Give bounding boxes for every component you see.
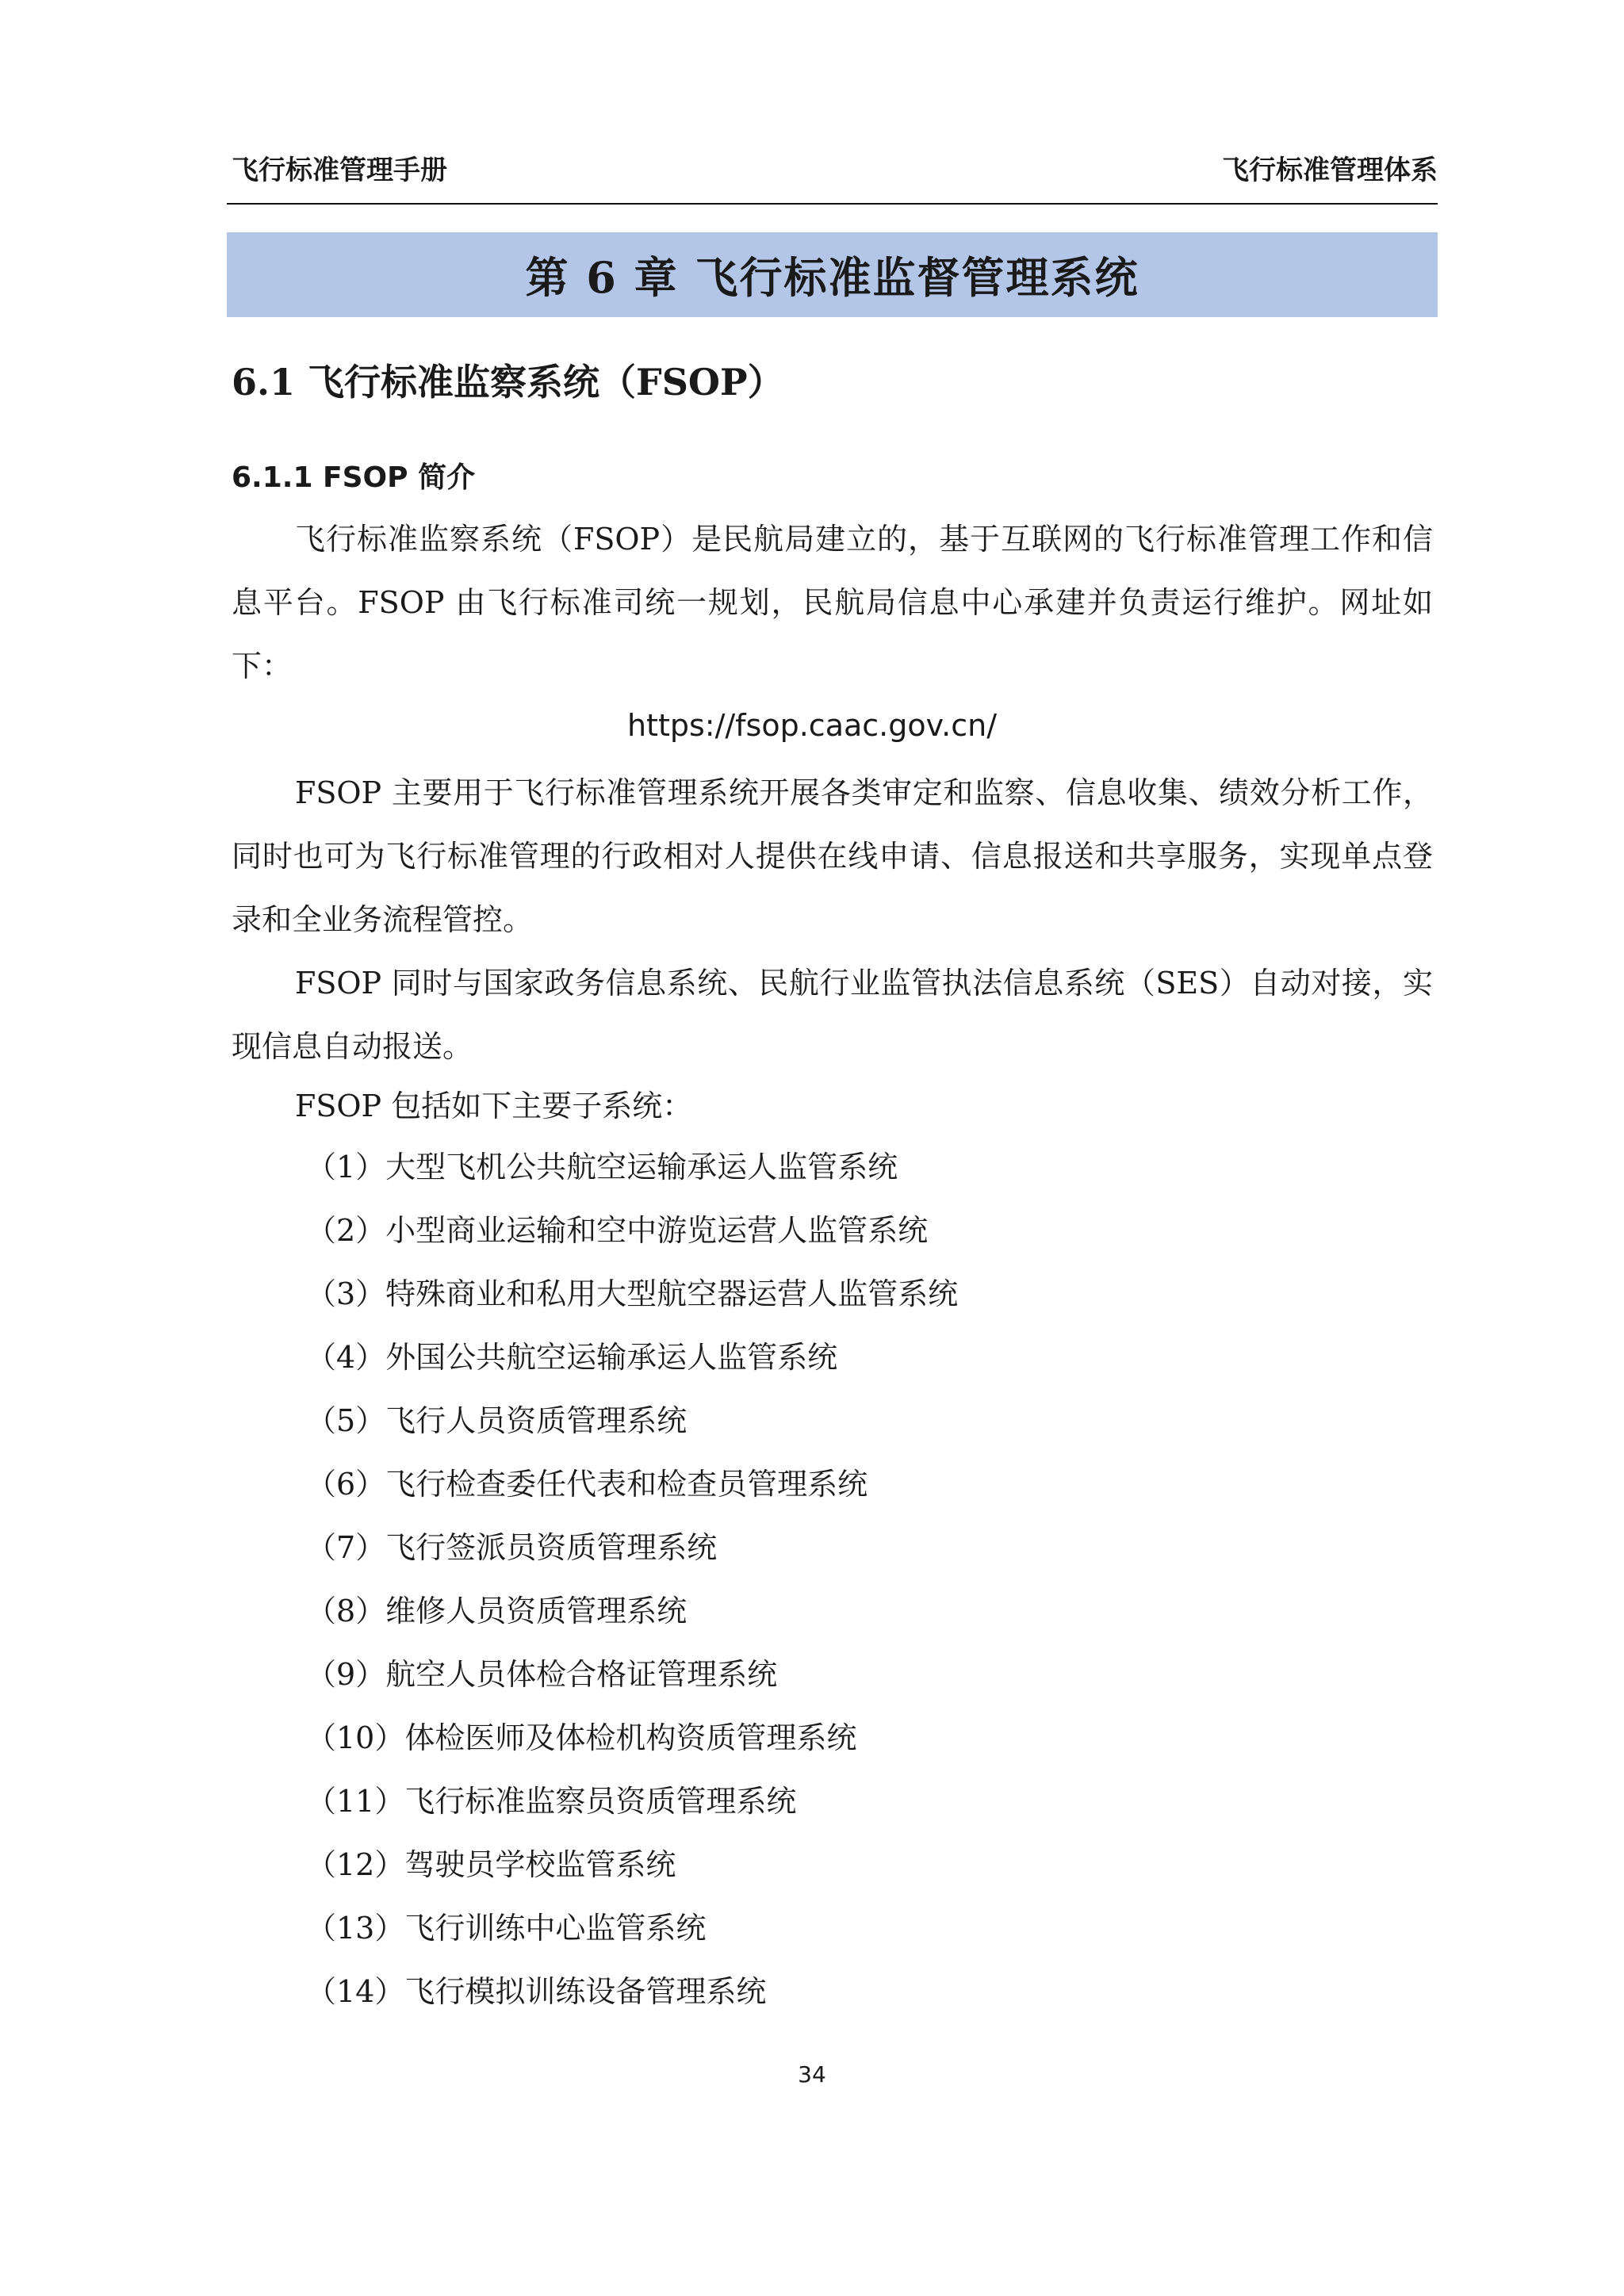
list-item: （3）特殊商业和私用大型航空器运营人监管系统 (306, 1276, 959, 1311)
list-item: （14）飞行模拟训练设备管理系统 (306, 1974, 767, 2009)
paragraph-purpose: FSOP 主要用于飞行标准管理系统开展各类审定和监察、信息收集、绩效分析工作，同时也可为飞行标准管理的行政相对人提供在线申请、信息报送和共享服务，实现单点登录和全业务流程管控。 (232, 775, 1433, 937)
header-section-title: 飞行标准管理体系 (1222, 155, 1438, 186)
list-item: （11）飞行标准监察员资质管理系统 (306, 1784, 797, 1819)
list-item: （12）驾驶员学校监管系统 (306, 1847, 676, 1882)
subsystem-list-intro: FSOP 包括如下主要子系统： (295, 1089, 693, 1123)
header-divider (227, 203, 1438, 205)
list-item: （5）飞行人员资质管理系统 (306, 1403, 688, 1438)
list-item: （7）飞行签派员资质管理系统 (306, 1530, 718, 1565)
paragraph-intro: 飞行标准监察系统（FSOP）是民航局建立的，基于互联网的飞行标准管理工作和信息平台。FSOP 由飞行标准司统一规划，民航局信息中心承建并负责运行维护。网址如下： (232, 522, 1433, 683)
list-item: （13）飞行训练中心监管系统 (306, 1911, 707, 1946)
list-item: （8）维修人员资质管理系统 (306, 1594, 688, 1628)
subsection-title: 6.1.1 FSOP 简介 (232, 461, 476, 494)
list-item: （6）飞行检查委任代表和检查员管理系统 (306, 1467, 868, 1502)
subsystem-list (306, 1143, 958, 2031)
list-item: （9）航空人员体检合格证管理系统 (306, 1657, 778, 1692)
page-number: 34 (798, 2061, 826, 2087)
list-item: （4）外国公共航空运输承运人监管系统 (306, 1340, 838, 1375)
chapter-title: 第 6 章 飞行标准监督管理系统 (525, 252, 1139, 303)
chapter-banner (227, 232, 1438, 317)
list-item: （1）大型飞机公共航空运输承运人监管系统 (306, 1150, 898, 1184)
paragraph-integration: FSOP 同时与国家政务信息系统、民航行业监管执法信息系统（SES）自动对接，实现信息自动报送。 (232, 966, 1433, 1064)
website-url[interactable]: https://fsop.caac.gov.cn/ (626, 708, 998, 743)
list-item: （10）体检医师及体检机构资质管理系统 (306, 1720, 857, 1755)
list-item: （2）小型商业运输和空中游览运营人监管系统 (306, 1213, 929, 1248)
header-manual-title: 飞行标准管理手册 (232, 155, 447, 186)
section-title: 6.1 飞行标准监察系统（FSOP） (232, 361, 784, 404)
